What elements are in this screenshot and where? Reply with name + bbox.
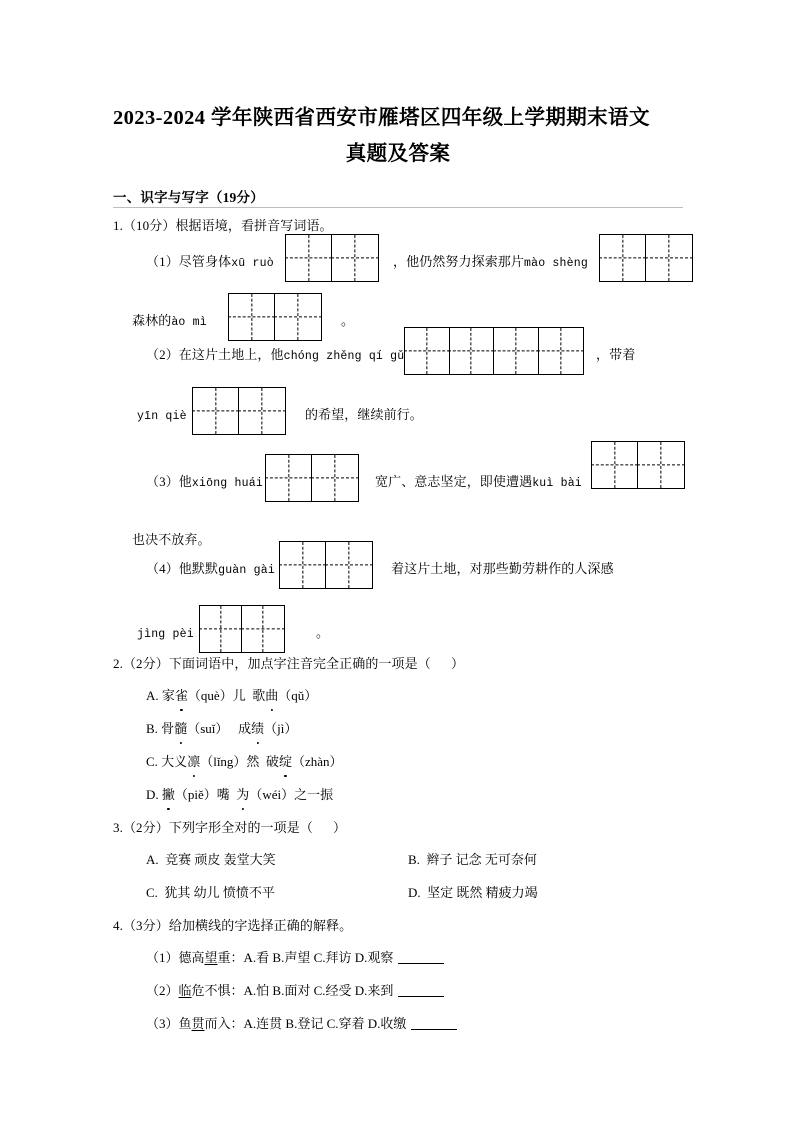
q1-item2-label: （2）在这片土地上，他chóng zhěng qí gǔ: [146, 347, 405, 363]
q3-option-d[interactable]: D. 坚定 既然 精疲力竭: [408, 885, 538, 900]
grid-cell[interactable]: [242, 606, 284, 652]
q1-item1-cont: 森林的ào mì: [132, 313, 207, 329]
grid-cell[interactable]: [450, 328, 495, 374]
q3-option-c[interactable]: C. 犹其 幼儿 愤愤不平: [146, 885, 275, 900]
question-3-stem: 3.（2分）下列字形全对的一项是（ ）: [113, 820, 347, 835]
answer-grid-xuruo[interactable]: [285, 234, 379, 282]
question-4-stem: 4.（3分）给加横线的字选择正确的解释。: [113, 918, 353, 933]
answer-grid-kuibai[interactable]: [591, 441, 685, 489]
question-2-stem: 2.（2分）下面词语中，加点字注音完全正确的一项是（ ）: [113, 656, 465, 671]
grid-cell[interactable]: [600, 235, 646, 281]
grid-cell[interactable]: [275, 294, 321, 340]
grid-cell[interactable]: [326, 542, 372, 588]
answer-blank[interactable]: [411, 1029, 457, 1030]
underlined-char: 望: [204, 950, 218, 965]
underlined-char: 贯: [191, 1016, 205, 1031]
q4-item-3: （3）鱼贯而入：A.连贯 B.登记 C.穿着 D.收缴: [146, 1014, 457, 1034]
q1-item1-mid: ，他仍然努力探索那片mào shèng: [393, 254, 588, 270]
answer-grid-xionghuai[interactable]: [265, 454, 359, 502]
grid-cell[interactable]: [266, 455, 312, 501]
q3-option-a[interactable]: A. 竞赛 顽皮 轰堂大笑: [146, 852, 276, 867]
section-divider: [113, 207, 683, 208]
answer-grid-jingpei[interactable]: [199, 605, 285, 653]
q4-item-1: （1）德高望重：A.看 B.声望 C.拜访 D.观察: [146, 948, 444, 968]
q1-item4-end: 。: [316, 625, 330, 640]
underlined-char: 临: [178, 983, 192, 998]
answer-grid-yinqie[interactable]: [192, 387, 286, 435]
answer-blank[interactable]: [398, 996, 444, 997]
grid-cell[interactable]: [280, 542, 326, 588]
answer-grid-guangai[interactable]: [279, 541, 373, 589]
q3-option-b[interactable]: B. 辫子 记念 无可奈何: [408, 852, 537, 867]
grid-cell[interactable]: [286, 235, 332, 281]
grid-cell[interactable]: [229, 294, 275, 340]
grid-cell[interactable]: [239, 388, 285, 434]
q2-option-c[interactable]: C. 大义凛（lǐng）然 破绽（zhàn）: [146, 752, 343, 772]
grid-cell[interactable]: [405, 328, 450, 374]
dot-emphasis: 凛: [187, 752, 200, 772]
q2-option-a[interactable]: A. 家雀（què）儿 歌曲（qǔ）: [146, 686, 317, 706]
grid-cell[interactable]: [200, 606, 242, 652]
section-header: 一、识字与写字（19分）: [113, 190, 264, 205]
grid-cell[interactable]: [592, 442, 638, 488]
q1-item4-mid: 着这片土地，对那些勤劳耕作的人深感: [391, 561, 614, 576]
dot-emphasis: 髓: [174, 719, 187, 739]
q2-option-d[interactable]: D. 撇（piě）嘴 为（wéi）之一振: [146, 785, 333, 805]
dot-emphasis: 雀: [175, 686, 188, 706]
answer-grid-maosheng[interactable]: [599, 234, 693, 282]
q1-item3-end: 也决不放弃。: [132, 532, 211, 547]
grid-cell[interactable]: [646, 235, 692, 281]
answer-grid-aomi[interactable]: [228, 293, 322, 341]
q2-option-b[interactable]: B. 骨髓（suǐ） 成绩（jì）: [146, 719, 297, 739]
grid-cell[interactable]: [312, 455, 358, 501]
q1-item3-mid: 宽广、意志坚定，即使遭遇kuì bài: [375, 474, 582, 490]
q1-item4-pinyin2: jìng pèi: [137, 628, 194, 641]
dot-emphasis: 为: [236, 785, 249, 805]
q1-item1-end: 。: [341, 313, 355, 328]
q1-item2-pinyin2: yīn qiè: [137, 410, 187, 423]
grid-cell[interactable]: [332, 235, 378, 281]
q1-item1-label: （1）尽管身体xū ruò: [146, 254, 274, 270]
dot-emphasis: 撇: [162, 785, 175, 805]
page-title-line2: 真题及答案: [345, 143, 451, 165]
q4-item-2: （2）临危不惧：A.怕 B.面对 C.经受 D.来到: [146, 981, 444, 1001]
grid-cell[interactable]: [494, 328, 539, 374]
dot-emphasis: 曲: [265, 686, 278, 706]
q1-item4-label: （4）他默默guàn gài: [146, 561, 275, 577]
dot-emphasis: 绩: [251, 719, 264, 739]
q1-item2-mid: ，带着: [596, 347, 636, 362]
answer-blank[interactable]: [398, 963, 444, 964]
question-1-stem: 1.（10分）根据语境，看拼音写词语。: [113, 218, 333, 233]
grid-cell[interactable]: [193, 388, 239, 434]
page-title-line1: 2023-2024 学年陕西省西安市雁塔区四年级上学期期末语文: [113, 107, 650, 129]
grid-cell[interactable]: [638, 442, 684, 488]
q1-item2-end: 的希望，继续前行。: [305, 407, 423, 422]
grid-cell[interactable]: [539, 328, 583, 374]
page-title: [113, 100, 683, 172]
answer-grid-chongzhengqigu[interactable]: [404, 327, 584, 375]
q1-item3-label: （3）他xiōng huái: [146, 474, 263, 490]
dot-emphasis: 绽: [279, 752, 292, 772]
